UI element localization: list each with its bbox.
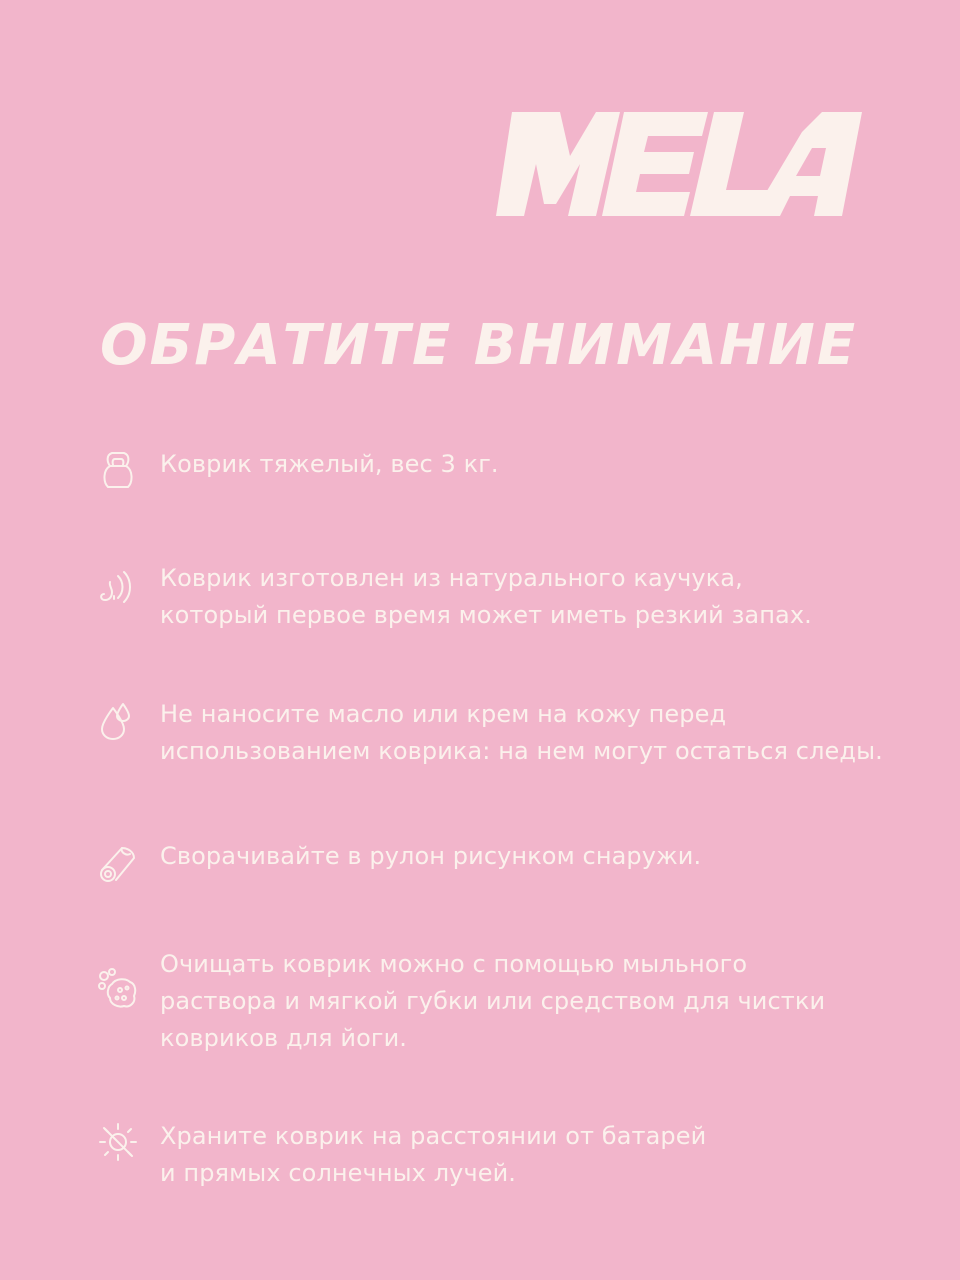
brand-logo-graphic [496,112,862,216]
item-text: Коврик изготовлен из натурального каучука, который первое время может иметь резкий запах. [160,564,812,629]
list-item [96,446,499,492]
rolled-mat-icon [96,840,140,884]
list-item [96,696,883,770]
list-item [96,946,825,1057]
item-text: Храните коврик на расстоянии от батарей и прямых солнечных лучей. [160,1122,707,1187]
brand-logo [496,112,862,216]
kettlebell-icon [96,448,140,492]
item-text: Не наносите масло или крем на кожу перед использованием коврика: на нем могут остаться следы. [160,700,883,765]
list-item [96,838,701,884]
page-title: ОБРАТИТЕ ВНИМАНИЕ [100,313,858,378]
drops-icon [96,698,140,742]
sponge-icon [96,966,140,1010]
item-text: Сворачивайте в рулон рисунком снаружи. [160,842,702,870]
item-text: Коврик тяжелый, вес 3 кг. [160,450,499,478]
no-sun-icon [96,1120,140,1164]
smell-icon [96,562,140,606]
list-item [96,1118,706,1192]
list-item [96,560,812,634]
item-text: Очищать коврик можно с помощью мыльного раствора и мягкой губки или средством для чистки ковриков для йоги. [160,950,826,1052]
